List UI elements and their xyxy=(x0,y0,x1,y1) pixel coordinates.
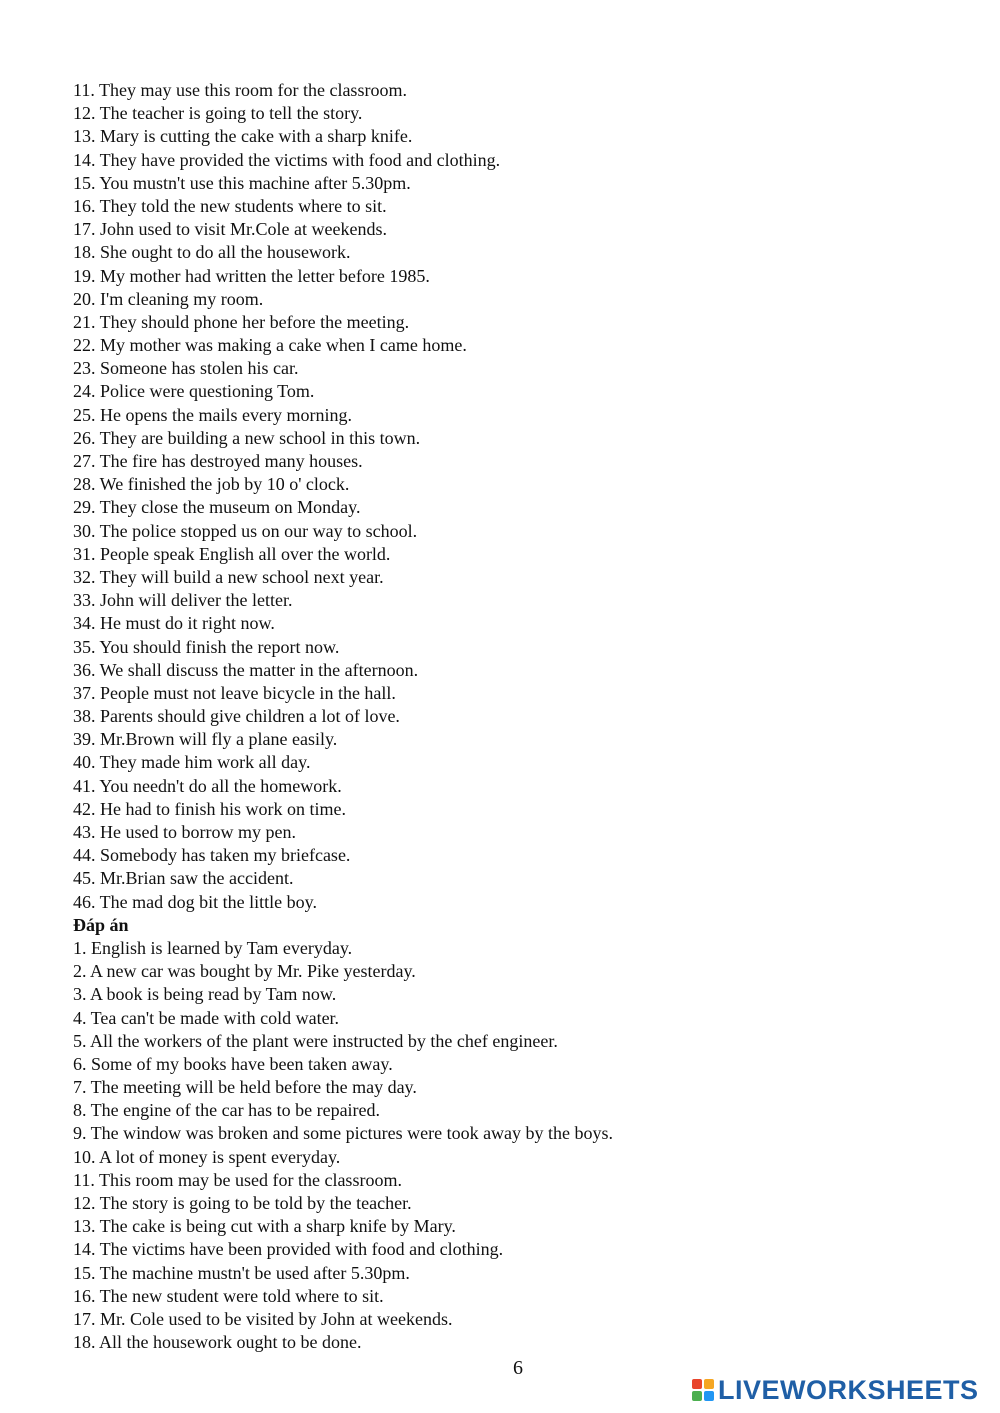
answer-item: 2. A new car was bought by Mr. Pike yesterday. xyxy=(73,961,416,982)
exercise-item: 30. The police stopped us on our way to school. xyxy=(73,520,418,541)
answer-item: 13. The cake is being cut with a sharp knife by Mary. xyxy=(73,1216,456,1237)
brand-name: LIVEWORKSHEETS xyxy=(718,1375,979,1405)
answer-item: 7. The meeting will be held before the may day. xyxy=(73,1077,417,1098)
answer-item: 14. The victims have been provided with food and clothing. xyxy=(73,1239,504,1260)
answer-item: 17. Mr. Cole used to be visited by John at weekends. xyxy=(73,1308,453,1329)
answer-item: 10. A lot of money is spent everyday. xyxy=(73,1146,341,1167)
exercise-item: 29. They close the museum on Monday. xyxy=(73,497,361,518)
worksheet-content xyxy=(73,79,953,1354)
exercise-item: 32. They will build a new school next year. xyxy=(73,566,384,587)
exercise-item: 17. John used to visit Mr.Cole at weekends. xyxy=(73,219,387,240)
answer-item: 6. Some of my books have been taken away. xyxy=(73,1053,393,1074)
exercise-item: 19. My mother had written the letter before 1985. xyxy=(73,265,430,286)
exercise-item: 12. The teacher is going to tell the story. xyxy=(73,103,363,124)
exercise-item: 23. Someone has stolen his car. xyxy=(73,358,299,379)
exercise-item: 36. We shall discuss the matter in the afternoon. xyxy=(73,659,419,680)
page-number: 6 xyxy=(513,1357,523,1379)
exercise-item: 22. My mother was making a cake when I came home. xyxy=(73,335,467,356)
exercise-item: 15. You mustn't use this machine after 5.30pm. xyxy=(73,172,411,193)
exercise-item: 35. You should finish the report now. xyxy=(73,636,340,657)
exercise-item: 26. They are building a new school in this town. xyxy=(73,427,421,448)
exercise-item: 39. Mr.Brown will fly a plane easily. xyxy=(73,729,338,750)
liveworksheets-logo-icon xyxy=(692,1379,714,1401)
exercise-item: 45. Mr.Brian saw the accident. xyxy=(73,868,294,889)
exercise-item: 25. He opens the mails every morning. xyxy=(73,404,352,425)
answer-item: 11. This room may be used for the classroom. xyxy=(73,1169,402,1190)
exercise-item: 24. Police were questioning Tom. xyxy=(73,381,315,402)
answer-list xyxy=(73,937,953,1354)
answer-item: 5. All the workers of the plant were instructed by the chef engineer. xyxy=(73,1030,558,1051)
logo-square-2 xyxy=(704,1379,714,1389)
answer-item: 3. A book is being read by Tam now. xyxy=(73,984,337,1005)
answers-heading: Đáp án xyxy=(73,914,129,935)
logo-square-3 xyxy=(692,1391,702,1401)
exercise-item: 20. I'm cleaning my room. xyxy=(73,288,264,309)
liveworksheets-brand[interactable] xyxy=(692,1373,979,1407)
exercise-item: 16. They told the new students where to sit. xyxy=(73,195,387,216)
exercise-item: 18. She ought to do all the housework. xyxy=(73,242,351,263)
exercise-item: 31. People speak English all over the world. xyxy=(73,543,391,564)
answer-item: 16. The new student were told where to sit. xyxy=(73,1285,384,1306)
exercise-item: 11. They may use this room for the classroom. xyxy=(73,80,407,100)
exercise-item: 28. We finished the job by 10 o' clock. xyxy=(73,474,350,495)
exercise-item: 43. He used to borrow my pen. xyxy=(73,822,296,842)
exercise-item: 40. They made him work all day. xyxy=(73,752,311,773)
exercise-item: 44. Somebody has taken my briefcase. xyxy=(73,845,351,866)
exercise-item: 33. John will deliver the letter. xyxy=(73,590,293,611)
answer-item: 1. English is learned by Tam everyday. xyxy=(73,937,353,958)
logo-square-1 xyxy=(692,1379,702,1389)
exercise-item: 14. They have provided the victims with food and clothing. xyxy=(73,149,501,170)
exercise-item: 34. He must do it right now. xyxy=(73,613,275,634)
exercise-item: 46. The mad dog bit the little boy. xyxy=(73,891,317,912)
exercise-item: 37. People must not leave bicycle in the hall. xyxy=(73,682,396,703)
exercise-item: 41. You needn't do all the homework. xyxy=(73,775,342,796)
exercise-item: 13. Mary is cutting the cake with a sharp knife. xyxy=(73,126,413,147)
answer-item: 12. The story is going to be told by the teacher. xyxy=(73,1193,412,1213)
exercise-item: 27. The fire has destroyed many houses. xyxy=(73,451,363,471)
answer-item: 15. The machine mustn't be used after 5.30pm. xyxy=(73,1262,410,1283)
logo-square-4 xyxy=(704,1391,714,1401)
exercise-item: 21. They should phone her before the meeting. xyxy=(73,311,410,332)
answer-item: 18. All the housework ought to be done. xyxy=(73,1332,362,1353)
exercise-list xyxy=(73,79,953,914)
answer-item: 9. The window was broken and some pictures were took away by the boys. xyxy=(73,1123,614,1144)
exercise-item: 42. He had to finish his work on time. xyxy=(73,798,346,819)
answer-item: 4. Tea can't be made with cold water. xyxy=(73,1007,340,1028)
answer-item: 8. The engine of the car has to be repaired. xyxy=(73,1100,381,1121)
exercise-item: 38. Parents should give children a lot of love. xyxy=(73,706,400,727)
